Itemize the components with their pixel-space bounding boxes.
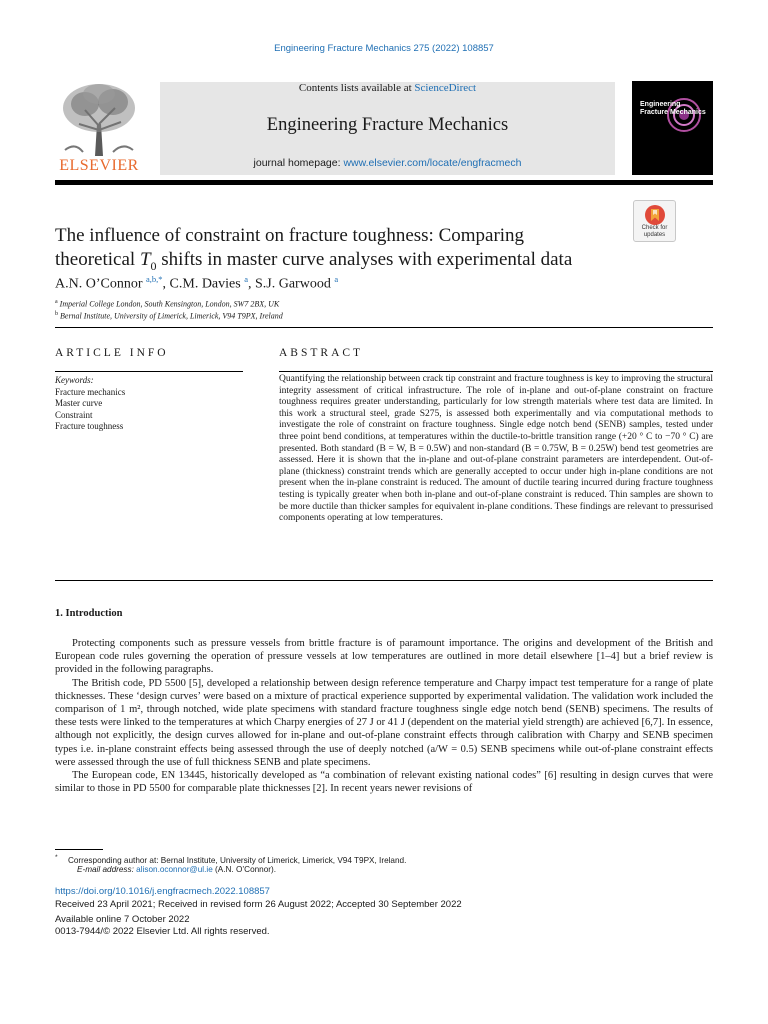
abstract-heading: ABSTRACT [279,347,364,359]
homepage-line [160,157,615,169]
keyword-item: Fracture toughness [55,421,124,432]
author-name[interactable]: S.J. Garwood [254,276,331,292]
tree-logo-icon [55,80,143,158]
header-rule [55,180,713,185]
journal-citation-link[interactable]: Engineering Fracture Mechanics 275 (2022) 108857 [274,43,494,54]
doi-text[interactable]: https://doi.org/10.1016/j.engfracmech.2022.108857 [55,886,270,897]
journal-homepage-link[interactable]: www.elsevier.com/locate/engfracmech [343,157,522,169]
intro-paragraph: The European code, EN 13445, historically developed as “a combination of relevant existing national codes” [6] resulting in design curves that were similar to those in PD 5500 for comparable plate thicknesses [2]. In recent years newer revisions of [55,770,713,795]
publication-history: Received 23 April 2021; Received in revised form 26 August 2022; Accepted 30 September 2022 [55,899,462,910]
copyright: 0013-7944/© 2022 Elsevier Ltd. All rights reserved. [55,926,270,937]
keywords-label: Keywords: [55,375,94,385]
bookmark-icon [644,204,666,226]
affiliation-a [55,299,279,309]
article-info-heading: ARTICLE INFO [55,347,169,359]
footnote-mark: * [55,854,58,861]
journal-title[interactable]: Engineering Fracture Mechanics [266,115,509,135]
email-owner: (A.N. O’Connor). [215,865,277,874]
available-online: Available online 7 October 2022 [55,914,190,925]
affiliation-text: Imperial College London, South Kensington, London, SW7 2BX, UK [59,299,280,309]
journal-cover-image[interactable] [632,73,713,175]
journal-banner [160,82,615,175]
title-line-2-post: shifts in master curve analyses with experimental data [156,249,573,270]
intro-paragraph: Protecting components such as pressure vessels from brittle fracture is of paramount importance. The origins and development of the British and European code rules governing the operation of pressure vessels at low temperatures are outlined in more detail elsewhere [1–4] but a brief review is provided in the following paragraphs. [55,638,713,676]
keyword-item: Fracture mechanics [55,386,126,397]
author-affiliation-mark[interactable]: a [334,274,339,284]
affiliation-b [55,311,283,321]
author-name[interactable]: C.M. Davies [169,276,241,292]
check-for-updates-button[interactable] [633,200,676,242]
abstract-rule [279,371,713,372]
doi-link[interactable] [55,886,270,899]
introduction-heading: 1. Introduction [55,608,123,619]
cover-art-icon [640,91,704,143]
contents-prefix: Contents lists available at [298,82,412,94]
author-separator: , [162,276,170,292]
author-separator: , [247,276,255,292]
author-affiliation-mark[interactable]: a,b,* [146,274,163,284]
elsevier-logo [55,80,143,175]
title-line-1: The influence of constraint on fracture toughness: Comparing [55,225,525,246]
affiliation-mark: a [55,299,58,305]
contents-line [160,82,615,94]
badge-label: Check for updates [641,225,668,238]
publisher-name: ELSEVIER [59,157,139,174]
email-footnote [77,864,276,875]
intro-paragraph: The British code, PD 5500 [5], developed a relationship between design reference temperature and Charpy impact test temperature for a range of plate thicknesses. These ‘design curves’ were based on a mixture of practical experience supported by experimental validation. The validation work included the comparison of 1 m², through notched, wide plate specimens with standard fracture toughness single edge notch bend (SENB) specimens. The results of these tests were linked to the temperatures at which Charpy energies of 27 J or 41 J (dependent on the material yield strength) are achieved [6,7]. In essence, although not explicitly, the design curves allowed for in-plane and out-of-plane constraint effects through calibration with Charpy and SENB specimen types i.e. in-plane constraint effects being assessed through the use of deeply notched (a/W = 0.5) SENB specimens while out-of-plane constraint effects were assessed through the use of full thickness SENB and plate specimens. [55,677,713,768]
title-subscript: 0 [150,258,157,273]
author-affiliation-mark[interactable]: a [244,274,248,284]
article-title [55,224,625,278]
email-label: E-mail address: [77,865,134,874]
cover-journal-name: Engineering Fracture Mechanics [640,101,706,116]
affiliation-text: Bernal Institute, University of Limerick, Limerick, V94 T9PX, Ireland [60,311,283,321]
sciencedirect-link[interactable]: ScienceDirect [414,82,477,94]
divider [55,327,713,328]
author-list [55,274,338,293]
footnote-rule [55,849,103,850]
affiliation-mark: b [55,311,58,317]
author-name[interactable]: A.N. O’Connor [55,276,143,292]
title-line-2-pre: theoretical [55,249,140,270]
keywords-block [55,375,125,433]
article-info-rule [55,371,243,372]
corresponding-text: Corresponding author at: Bernal Institute, University of Limerick, Limerick, V94 T9PX, Ireland. [67,855,407,865]
keyword-item: Master curve [55,398,103,409]
abstract-text: Quantifying the relationship between crack tip constraint and fracture toughness is key to improving the structural integrity assessment of critical infrastructure. The role of in-plane and out-of-plane constraint on fracture toughness requires greater understanding, particularly for low strength materials where test data are limited. In this work a structural steel, grade S275, is assessed both experimentally and via computational methods to investigate the role of constraint on fracture toughness. Single edge notch bend (SENB) samples, tested under three point bend conditions, at temperatures within the ductile-to-brittle transition range (+20 ° C to −70 ° C) are presented. Both standard (B = W, B = 0.5W) and non-standard (B = 0.75W, B = 0.25W) bend test geometries are assessed. Here it is shown that the in-plane and out-of-plane constraint parameters are interdependent. Out-of-plane (thickness) constraint trends which are generally accepted to occur under high in-plane conditions are not present when the in-plane constraint is reduced. The amount of ductile tearing incurred during fracture toughness testing is typically greater when both in-plane and out-of-plane constraint is reduced. Thin samples are shown to be more ductile than thicker samples for equivalent in-plane conditions. These findings are relevant to pressurised components operating at low temperatures. [279,374,713,524]
author-email-link[interactable]: alison.oconnor@ul.ie [136,865,213,874]
title-symbol: T [139,249,151,270]
homepage-prefix: journal homepage: [253,157,341,169]
divider [55,580,713,581]
keyword-item: Constraint [55,409,93,420]
introduction-body [55,637,713,795]
cover-band [632,73,713,81]
